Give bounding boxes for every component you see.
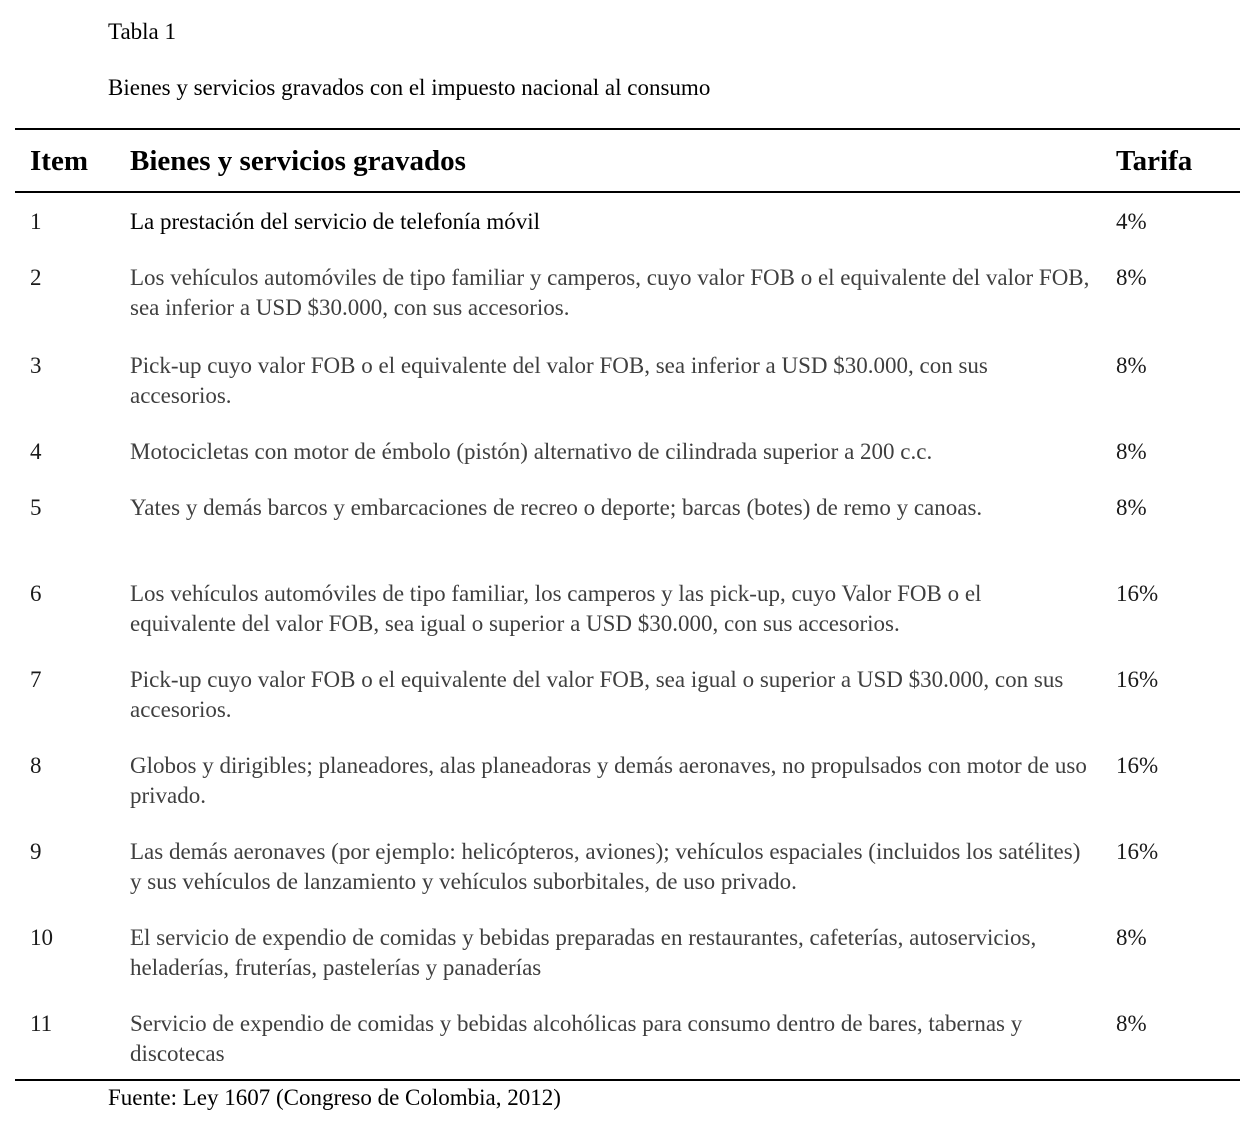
row-rate: 8%: [1116, 1011, 1147, 1036]
row-description: Servicio de expendio de comidas y bebidas alcohólicas para consumo dentro de bares, tabernas y discotecas: [130, 1011, 1023, 1066]
row-item-number: 2: [30, 265, 42, 290]
row-description: Las demás aeronaves (por ejemplo: helicópteros, aviones); vehículos espaciales (incluidos los satélites) y sus vehículos de lanzamiento y vehículos suborbitales, de uso privado.: [130, 839, 1081, 894]
row-item-number: 3: [30, 353, 42, 378]
row-description: La prestación del servicio de telefonía móvil: [130, 209, 541, 234]
row-rate: 8%: [1116, 495, 1147, 520]
row-item-number: 1: [30, 209, 42, 234]
row-item-number: 8: [30, 753, 42, 778]
table-source-note: Fuente: Ley 1607 (Congreso de Colombia, 2012): [108, 1085, 561, 1110]
row-item-number: 6: [30, 581, 42, 606]
row-item-number: 5: [30, 495, 42, 520]
row-description: Motocicletas con motor de émbolo (pistón) alternativo de cilindrada superior a 200 c.c.: [130, 439, 933, 464]
row-rate: 8%: [1116, 265, 1147, 290]
row-item-number: 9: [30, 839, 42, 864]
column-header-item: Item: [30, 145, 88, 177]
row-rate: 4%: [1116, 209, 1147, 234]
row-item-number: 4: [30, 439, 42, 464]
row-description: Los vehículos automóviles de tipo familiar y camperos, cuyo valor FOB o el equivalente del valor FOB, sea inferior a USD $30.000, con sus accesorios.: [130, 265, 1090, 320]
row-item-number: 10: [30, 925, 53, 950]
row-rate: 8%: [1116, 925, 1147, 950]
row-description: El servicio de expendio de comidas y bebidas preparadas en restaurantes, cafeterías, autoservicios, heladerías, fruterías, pastelerías y panaderías: [130, 925, 1037, 980]
row-rate: 8%: [1116, 439, 1147, 464]
row-rate: 8%: [1116, 353, 1147, 378]
row-description: Yates y demás barcos y embarcaciones de recreo o deporte; barcas (botes) de remo y canoas.: [130, 495, 983, 520]
row-item-number: 11: [30, 1011, 53, 1036]
row-rate: 16%: [1116, 839, 1159, 864]
table-top-rule: [15, 128, 1240, 130]
table-bottom-rule: [15, 1079, 1240, 1081]
table-number: Tabla 1: [108, 19, 177, 44]
row-description: Pick-up cuyo valor FOB o el equivalente del valor FOB, sea igual o superior a USD $30.000, con sus accesorios.: [130, 667, 1064, 722]
column-header-rate: Tarifa: [1116, 145, 1193, 177]
row-item-number: 7: [30, 667, 42, 692]
row-rate: 16%: [1116, 667, 1159, 692]
column-header-description: Bienes y servicios gravados: [130, 145, 466, 177]
row-description: Los vehículos automóviles de tipo familiar, los camperos y las pick-up, cuyo Valor FOB o el equivalente del valor FOB, sea igual o superior a USD $30.000, con sus accesorios.: [130, 581, 982, 636]
row-rate: 16%: [1116, 581, 1159, 606]
row-description: Globos y dirigibles; planeadores, alas planeadoras y demás aeronaves, no propulsados con motor de uso privado.: [130, 753, 1087, 808]
row-description: Pick-up cuyo valor FOB o el equivalente del valor FOB, sea inferior a USD $30.000, con sus accesorios.: [130, 353, 988, 408]
row-rate: 16%: [1116, 753, 1159, 778]
table-header-rule: [15, 191, 1240, 193]
table-title: Bienes y servicios gravados con el impuesto nacional al consumo: [108, 75, 711, 100]
